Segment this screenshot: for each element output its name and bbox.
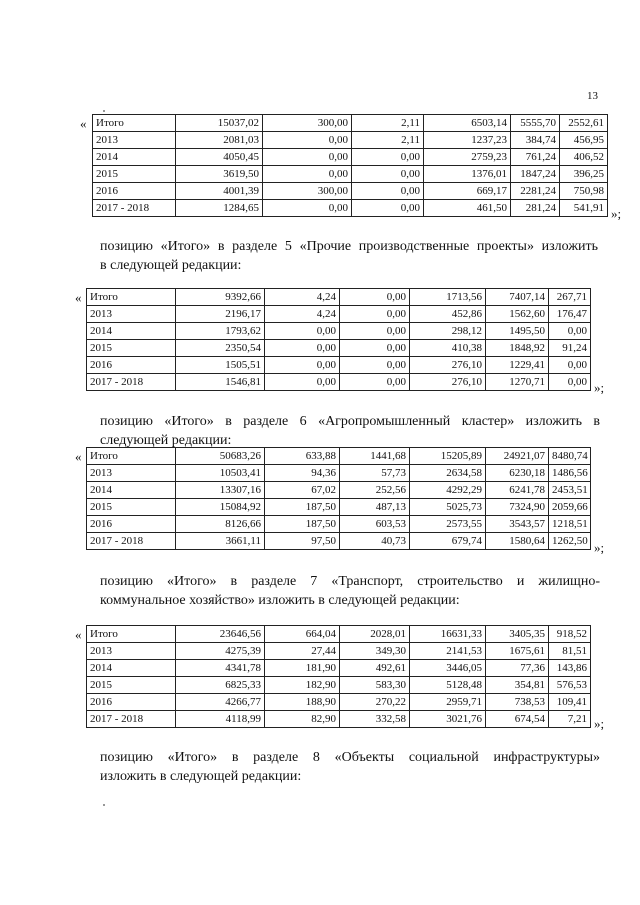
value-cell: 187,50 [265,499,340,516]
value-cell: 349,30 [340,643,410,660]
row-label-cell: 2015 [87,340,176,357]
value-cell: 7324,90 [486,499,549,516]
value-cell: 298,12 [410,323,486,340]
value-cell: 0,00 [352,183,424,200]
value-cell: 1229,41 [486,357,549,374]
value-cell: 6825,33 [176,677,265,694]
value-cell: 4275,39 [176,643,265,660]
value-cell: 1793,62 [176,323,265,340]
value-cell: 181,90 [265,660,340,677]
value-cell: 109,41 [549,694,591,711]
paragraph-line: в следующей редакции: [100,258,242,273]
paragraph-line: позицию «Итого» в разделе 6 «Агропромышленный кластер» изложить в [100,414,600,429]
scan-speck [103,110,105,112]
value-cell: 27,44 [265,643,340,660]
value-cell: 0,00 [549,374,591,391]
value-cell: 583,30 [340,677,410,694]
value-cell: 0,00 [263,132,352,149]
value-cell: 761,24 [511,149,560,166]
value-cell: 1270,71 [486,374,549,391]
value-cell: 40,73 [340,533,410,550]
table-row [87,357,591,374]
value-cell: 1237,23 [424,132,511,149]
value-cell: 3405,35 [486,626,549,643]
value-cell: 1562,60 [486,306,549,323]
table-section-4 [92,114,608,217]
value-cell: 452,86 [410,306,486,323]
value-cell: 1376,01 [424,166,511,183]
value-cell: 406,52 [560,149,608,166]
value-cell: 5128,48 [410,677,486,694]
value-cell: 918,52 [549,626,591,643]
value-cell: 4,24 [265,289,340,306]
table-row [87,323,591,340]
table-total-row [87,626,591,643]
row-label-cell: 2015 [87,677,176,694]
value-cell: 541,91 [560,200,608,217]
value-cell: 0,00 [263,149,352,166]
row-label-cell: Итого [87,626,176,643]
table-section-7 [86,625,591,728]
value-cell: 0,00 [340,306,410,323]
table-row [87,711,591,728]
value-cell: 1847,24 [511,166,560,183]
value-cell: 1218,51 [549,516,591,533]
table-row [87,660,591,677]
value-cell: 669,17 [424,183,511,200]
table-row [87,340,591,357]
table-row [93,149,608,166]
value-cell: 7,21 [549,711,591,728]
value-cell: 300,00 [263,115,352,132]
value-cell: 1848,92 [486,340,549,357]
value-cell: 0,00 [352,166,424,183]
paragraph-section-5 [100,237,598,275]
row-label-cell: 2014 [87,323,176,340]
value-cell: 6241,78 [486,482,549,499]
value-cell: 4292,29 [410,482,486,499]
value-cell: 0,00 [263,166,352,183]
value-cell: 679,74 [410,533,486,550]
value-cell: 300,00 [263,183,352,200]
value-cell: 1580,64 [486,533,549,550]
value-cell: 633,88 [265,448,340,465]
value-cell: 67,02 [265,482,340,499]
value-cell: 182,90 [265,677,340,694]
row-label-cell: Итого [87,289,176,306]
value-cell: 0,00 [340,340,410,357]
row-label-cell: 2015 [93,166,176,183]
value-cell: 0,00 [340,323,410,340]
value-cell: 5555,70 [511,115,560,132]
value-cell: 2141,53 [410,643,486,660]
value-cell: 2028,01 [340,626,410,643]
table-total-row [87,289,591,306]
value-cell: 4118,99 [176,711,265,728]
value-cell: 97,50 [265,533,340,550]
value-cell: 1675,61 [486,643,549,660]
value-cell: 3619,50 [176,166,263,183]
value-cell: 2552,61 [560,115,608,132]
row-label-cell: 2013 [87,465,176,482]
row-label-cell: 2017 - 2018 [87,533,176,550]
table-row [87,499,591,516]
row-label-cell: 2013 [87,306,176,323]
paragraph-section-7 [100,572,600,610]
value-cell: 0,00 [340,357,410,374]
value-cell: 4266,77 [176,694,265,711]
value-cell: 5025,73 [410,499,486,516]
value-cell: 15084,92 [176,499,265,516]
page-number: 13 [587,90,598,102]
row-label-cell: 2015 [87,499,176,516]
paragraph-line: позицию «Итого» в разделе 8 «Объекты социальной инфраструктуры» [100,750,600,765]
table-row [87,482,591,499]
value-cell: 276,10 [410,374,486,391]
table-row [93,166,608,183]
value-cell: 2573,55 [410,516,486,533]
value-cell: 270,22 [340,694,410,711]
value-cell: 396,25 [560,166,608,183]
paragraph-line: позицию «Итого» в разделе 7 «Транспорт, строительство и жилищно- [100,574,600,589]
value-cell: 674,54 [486,711,549,728]
value-cell: 1713,56 [410,289,486,306]
row-label-cell: 2016 [93,183,176,200]
value-cell: 2059,66 [549,499,591,516]
value-cell: 24921,07 [486,448,549,465]
value-cell: 1284,65 [176,200,263,217]
value-cell: 0,00 [263,200,352,217]
value-cell: 2,11 [352,115,424,132]
open-quote: « [75,290,82,305]
value-cell: 0,00 [340,374,410,391]
value-cell: 332,58 [340,711,410,728]
value-cell: 2759,23 [424,149,511,166]
table-total-row [87,448,591,465]
value-cell: 3021,76 [410,711,486,728]
value-cell: 0,00 [352,149,424,166]
value-cell: 8480,74 [549,448,591,465]
close-quote: »; [594,380,605,395]
table-row [93,132,608,149]
value-cell: 492,61 [340,660,410,677]
table-row [87,374,591,391]
value-cell: 0,00 [549,323,591,340]
value-cell: 0,00 [549,357,591,374]
value-cell: 281,24 [511,200,560,217]
row-label-cell: 2014 [93,149,176,166]
value-cell: 461,50 [424,200,511,217]
value-cell: 2081,03 [176,132,263,149]
value-cell: 15205,89 [410,448,486,465]
value-cell: 384,74 [511,132,560,149]
value-cell: 2,11 [352,132,424,149]
row-label-cell: 2014 [87,482,176,499]
paragraph-line: коммунальное хозяйство» изложить в следующей редакции: [100,593,460,608]
table-row [87,306,591,323]
value-cell: 143,86 [549,660,591,677]
value-cell: 1262,50 [549,533,591,550]
value-cell: 82,90 [265,711,340,728]
value-cell: 16631,33 [410,626,486,643]
row-label-cell: 2016 [87,357,176,374]
value-cell: 1495,50 [486,323,549,340]
row-label-cell: 2017 - 2018 [87,711,176,728]
paragraph-line: позицию «Итого» в разделе 5 «Прочие производственные проекты» изложить [100,239,598,254]
value-cell: 187,50 [265,516,340,533]
value-cell: 4001,39 [176,183,263,200]
value-cell: 354,81 [486,677,549,694]
value-cell: 267,71 [549,289,591,306]
value-cell: 576,53 [549,677,591,694]
open-quote: « [75,627,82,642]
row-label-cell: 2016 [87,516,176,533]
value-cell: 176,47 [549,306,591,323]
close-quote: »; [611,206,622,221]
value-cell: 4341,78 [176,660,265,677]
value-cell: 9392,66 [176,289,265,306]
value-cell: 2350,54 [176,340,265,357]
paragraph-section-8 [100,748,600,786]
value-cell: 0,00 [265,374,340,391]
value-cell: 0,00 [265,323,340,340]
value-cell: 1486,56 [549,465,591,482]
value-cell: 2453,51 [549,482,591,499]
value-cell: 487,13 [340,499,410,516]
value-cell: 15037,02 [176,115,263,132]
value-cell: 2959,71 [410,694,486,711]
row-label-cell: 2017 - 2018 [87,374,176,391]
table-section-5 [86,288,591,391]
value-cell: 456,95 [560,132,608,149]
value-cell: 603,53 [340,516,410,533]
open-quote: « [80,116,87,131]
value-cell: 664,04 [265,626,340,643]
table-row [93,183,608,200]
value-cell: 50683,26 [176,448,265,465]
value-cell: 7407,14 [486,289,549,306]
value-cell: 2634,58 [410,465,486,482]
close-quote: »; [594,716,605,731]
value-cell: 3661,11 [176,533,265,550]
value-cell: 188,90 [265,694,340,711]
row-label-cell: Итого [87,448,176,465]
paragraph-line: изложить в следующей редакции: [100,769,302,784]
value-cell: 8126,66 [176,516,265,533]
close-quote: »; [594,540,605,555]
paragraph-line: следующей редакции: [100,433,232,448]
row-label-cell: 2016 [87,694,176,711]
value-cell: 81,51 [549,643,591,660]
value-cell: 0,00 [265,340,340,357]
value-cell: 13307,16 [176,482,265,499]
value-cell: 2196,17 [176,306,265,323]
value-cell: 4050,45 [176,149,263,166]
value-cell: 2281,24 [511,183,560,200]
value-cell: 0,00 [352,200,424,217]
value-cell: 750,98 [560,183,608,200]
value-cell: 10503,41 [176,465,265,482]
value-cell: 738,53 [486,694,549,711]
table-row [87,516,591,533]
value-cell: 94,36 [265,465,340,482]
value-cell: 1505,51 [176,357,265,374]
value-cell: 77,36 [486,660,549,677]
scan-speck [103,804,105,806]
value-cell: 3543,57 [486,516,549,533]
value-cell: 6503,14 [424,115,511,132]
value-cell: 57,73 [340,465,410,482]
value-cell: 252,56 [340,482,410,499]
table-section-6 [86,447,591,550]
row-label-cell: 2014 [87,660,176,677]
table-row [87,643,591,660]
value-cell: 4,24 [265,306,340,323]
value-cell: 23646,56 [176,626,265,643]
value-cell: 1441,68 [340,448,410,465]
value-cell: 1546,81 [176,374,265,391]
table-row [93,200,608,217]
row-label-cell: 2013 [87,643,176,660]
table-row [87,465,591,482]
value-cell: 410,38 [410,340,486,357]
row-label-cell: 2013 [93,132,176,149]
value-cell: 91,24 [549,340,591,357]
value-cell: 276,10 [410,357,486,374]
table-row [87,694,591,711]
row-label-cell: Итого [93,115,176,132]
value-cell: 0,00 [265,357,340,374]
row-label-cell: 2017 - 2018 [93,200,176,217]
paragraph-section-6 [100,412,600,450]
table-row [87,533,591,550]
open-quote: « [75,449,82,464]
table-total-row [93,115,608,132]
value-cell: 6230,18 [486,465,549,482]
value-cell: 3446,05 [410,660,486,677]
table-row [87,677,591,694]
value-cell: 0,00 [340,289,410,306]
